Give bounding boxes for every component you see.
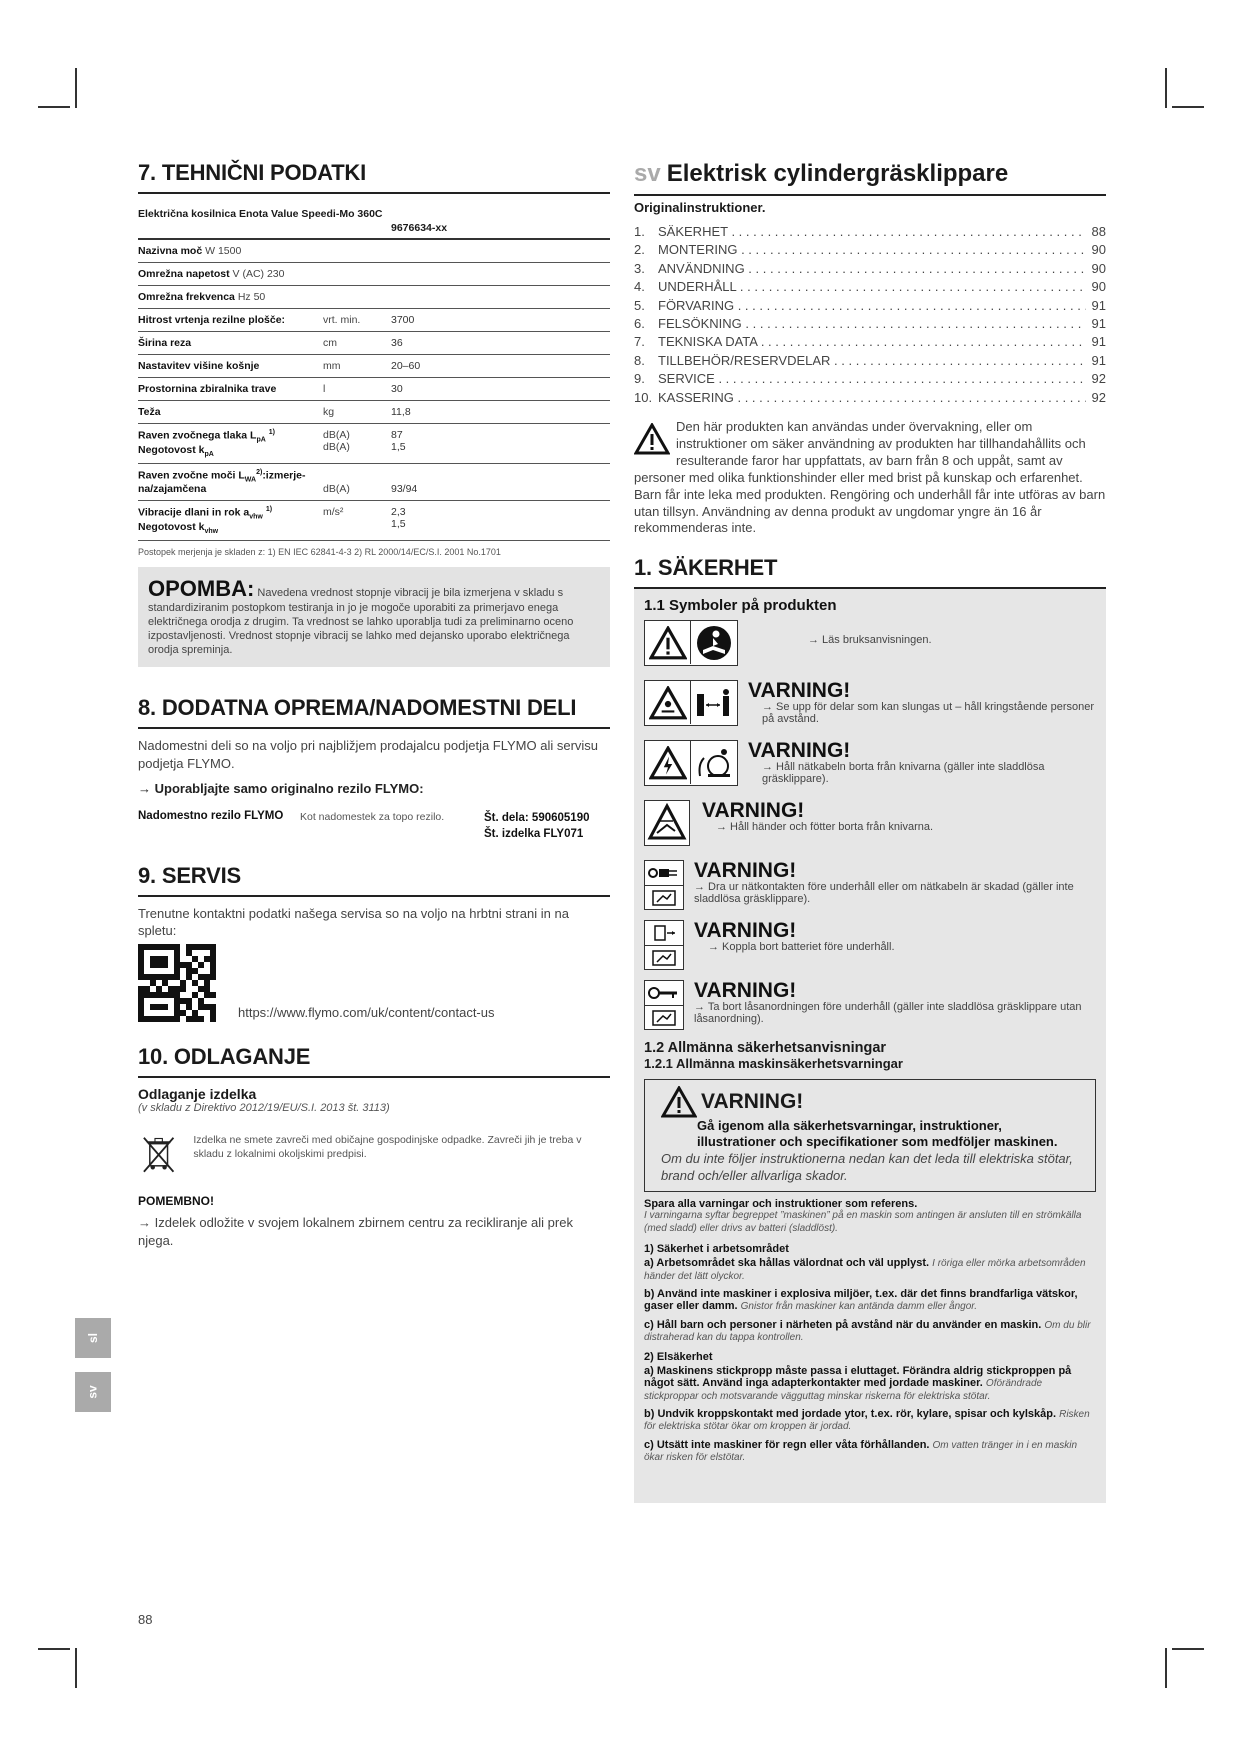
toc-item[interactable]: 1. SÄKERHET . . . 88	[634, 223, 1106, 241]
symbol-text: → Koppla bort batteriet före underhåll.	[708, 941, 895, 954]
warning-label: VARNING!	[701, 1090, 804, 1114]
symbol-row	[644, 860, 1096, 910]
toc-item[interactable]: 7. TEKNISKA DATA . . . 91	[634, 333, 1106, 351]
symbol-row	[644, 740, 1096, 790]
servis-url[interactable]: https://www.flymo.com/uk/content/contact-us	[238, 1005, 495, 1020]
thrown-objects-icon	[649, 686, 687, 720]
intro-warning: Den här produkten kan användas under övervakning, eller om instruktioner om säker användning av produkten har tillhandahållits och resulterande faror har uppfattats, av barn från 8 och uppåt, samt av personer med olika funktionshinder eller med brist på kunskap och erfarenhet. Barn får inte leka med produkten. Rengöring och underhåll får inte utföras av barn utan tillsyn. Användning av denna produkt av ungdomar yngre än 16 år rekommenderas inte.	[634, 419, 1106, 536]
manual-book-icon	[649, 1008, 679, 1028]
symbol-row	[644, 980, 1096, 1030]
qr-code[interactable]	[138, 944, 216, 1022]
spec-title: Električna kosilnica Enota Value Speedi-Mo 360C	[138, 208, 383, 220]
crop-mark	[1165, 68, 1167, 108]
table-row: Omrežna napetost V (AC) 230	[138, 263, 610, 286]
table-row: Hitrost vrtenja rezilne plošče: vrt. min. 3700	[138, 309, 610, 332]
read-manual-icon	[695, 624, 733, 662]
crop-mark	[1172, 1648, 1204, 1650]
crop-mark	[38, 106, 70, 108]
spec-table	[138, 240, 610, 541]
symbol-text: → Dra ur nätkontakten före underhåll eller om nätkabeln är skadad (gäller inte sladdlösa gräsklippare).	[694, 881, 1074, 906]
unplug-icon	[647, 863, 681, 883]
symbol-row	[644, 620, 1096, 670]
safety-heading: 1. SÄKERHET	[634, 555, 1106, 589]
crop-mark	[1172, 106, 1204, 108]
table-row: Širina reza cm 36	[138, 332, 610, 355]
toc-item[interactable]: 5. FÖRVARING . . . 91	[634, 297, 1106, 315]
warning-triangle-icon	[634, 423, 670, 455]
list-item: c) Utsätt inte maskiner för regn eller våta förhållanden. Om vatten tränger in i en maskin ökar risken för elstötar.	[644, 1438, 1078, 1464]
blade-hand-icon	[647, 803, 687, 843]
spec-note: Postopek merjenja je skladen z: 1) EN IEC 62841-4-3 2) RL 2000/14/EC/S.I. 2001 No.1701	[138, 546, 501, 557]
list-item: b) Använd inte maskiner i explosiva miljöer, t.ex. där det finns brandfarliga vätskor, gaser eller damm. Gnistor från maskiner kan antända damm eller ångor.	[644, 1287, 1078, 1313]
note-text: Navedena vrednost stopnje vibracij je bila izmerjena v skladu s standardiziranim postopkom testiranja in jo je mogoče uporabiti za primerjavo enega električnega orodja z drugim. Ta vrednost se lahko uporablja tudi za preliminarno oceno izpostavljenosti. Vrednost stopnje vibracij se lahko med dejansko uporabo električnega orodja spreminja.	[148, 586, 574, 656]
crop-mark	[1165, 1648, 1167, 1688]
crop-mark	[75, 68, 77, 108]
disposal-heading: 10. ODLAGANJE	[138, 1044, 610, 1078]
warning-italic: Om du inte följer instruktionerna nedan kan det leda till elektriska stötar, brand och/eller allvarliga skador.	[661, 1151, 1073, 1184]
electrical-heading: 2) Elsäkerhet	[644, 1351, 713, 1364]
note-box	[138, 567, 610, 668]
table-row: Nastavitev višine košnje mm 20–60	[138, 355, 610, 378]
part-row	[138, 810, 610, 843]
part-code: Št. dela: 590605190	[484, 811, 590, 824]
important-text: → Izdelek odložite v svojem lokalnem zbirnem centru za recikliranje ali prek njega.	[138, 1215, 573, 1248]
toc-item[interactable]: 6. FELSÖKNING . . . 91	[634, 315, 1106, 333]
part-desc: Kot nadomestek za topo rezilo.	[300, 810, 445, 823]
list-item: a) Arbetsområdet ska hållas välordnat och väl upplyst. I röriga eller mörka arbetsområden händer det lätt olyckor.	[644, 1257, 1086, 1282]
table-row: Raven zvočnega tlaka $L_{pA}$ $^{1)}$ Negotovost $k_{pA}$ dB(A) dB(A) 87 1,5	[138, 424, 610, 464]
battery-remove-icon	[649, 923, 679, 943]
warning-label: VARNING!	[694, 919, 797, 943]
symbol-row	[644, 920, 1096, 970]
list-item: c) Håll barn och personer i närheten på avstånd när du använder en maskin. Om du blir distraherad kan du tappa kontrollen.	[644, 1318, 1091, 1343]
symbol-row	[644, 680, 1096, 730]
toc-item[interactable]: 2. MONTERING . . . 90	[634, 241, 1106, 259]
symbol-text: → Håll nätkabeln borta från knivarna (gäller inte sladdlösa gräsklippare).	[762, 761, 1045, 786]
accessories-arrow: → Uporabljajte samo originalno rezilo FLYMO:	[138, 780, 424, 796]
manual-book-icon	[649, 948, 679, 968]
table-row: Omrežna frekvenca Hz 50	[138, 286, 610, 309]
tech-heading: 7. TEHNIČNI PODATKI	[138, 160, 610, 194]
table-row: Teža kg 11,8	[138, 401, 610, 424]
table-row: Vibracije dlani in rok $a_{vhw}$ $^{1)}$ Negotovost $k_{vhw}$ m/s² 2,3 1,5	[138, 501, 610, 541]
warning-triangle-icon	[661, 1086, 697, 1118]
toc-item[interactable]: 8. TILLBEHÖR/RESERVDELAR . . . 91	[634, 352, 1106, 370]
save-all-text: Spara alla varningar och instruktioner som referens.	[644, 1198, 918, 1211]
electric-shock-icon	[649, 746, 687, 780]
symbols-heading: 1.1 Symboler på produkten	[644, 597, 837, 615]
toc-item[interactable]: 10. KASSERING . . . 92	[634, 389, 1106, 407]
original-instructions: Originalinstruktioner.	[634, 200, 766, 215]
save-all-note: I varningarna syftar begreppet ”maskinen” på en maskin som antingen är ansluten till en strömkälla (med sladd) eller drivs av batteri (sladdlöst).	[644, 1210, 1082, 1234]
warning-bold: Gå igenom alla säkerhetsvarningar, instruktioner, illustrationer och specifikationer som medföljer maskinen.	[697, 1118, 1058, 1149]
accessories-heading: 8. DODATNA OPREMA/NADOMESTNI DELI	[138, 695, 610, 729]
part-name: Nadomestno rezilo FLYMO	[138, 809, 284, 822]
symbol-text: → Läs bruksanvisningen.	[808, 634, 932, 647]
left-column	[138, 160, 610, 1249]
toc-item[interactable]: 3. ANVÄNDNING . . . 90	[634, 260, 1106, 278]
safety-box	[634, 589, 1106, 1503]
crossed-bin-icon	[138, 1126, 179, 1182]
list-item: a) Maskinens stickpropp måste passa i eluttaget. Förändra aldrig stickproppen på något sätt. Använd inga adapterkontakter med jordade maskiner. Oförändrade stickproppar och motsvarande vägguttag minskar riskerna för elektriska stötar.	[644, 1365, 1072, 1402]
toc-item[interactable]: 9. SERVICE . . . 92	[634, 370, 1106, 388]
table-row: Raven zvočne moči $L_{WA}^{2)}:izmerje-na$/zajamčena dB(A) 93/94	[138, 463, 610, 501]
table-of-contents	[634, 223, 1106, 407]
list-item: b) Undvik kroppskontakt med jordade ytor, t.ex. rör, kylare, spisar och kylskåp. Risken för elektriska stötar ökar om kroppen är jordad.	[644, 1408, 1090, 1433]
disposal-text: Izdelka ne smete zavreči med običajne gospodinjske odpadke. Zavreči jih je treba v skladu z lokalnimi okoljskimi predpisi.	[193, 1134, 582, 1160]
warning-label: VARNING!	[748, 739, 851, 763]
disposal-directive: (v skladu z Direktivo 2012/19/EU/S.I. 2013 št. 3113)	[138, 1102, 390, 1114]
cable-blade-icon	[694, 744, 734, 782]
important-label: POMEMBNO!	[138, 1194, 214, 1208]
general-heading: 1.2 Allmänna säkerhetsanvisningar	[644, 1040, 887, 1057]
right-column	[634, 160, 1106, 1503]
workarea-heading: 1) Säkerhet i arbetsområdet	[644, 1243, 789, 1256]
manual-book-icon	[649, 888, 679, 908]
warning-label: VARNING!	[694, 859, 797, 883]
symbol-text: → Ta bort låsanordningen före underhåll (gäller inte sladdlösa gräsklippare utan låsanordning).	[694, 1001, 1082, 1026]
page-title: sv Elektrisk cylindergräsklippare	[634, 160, 1106, 196]
warning-label: VARNING!	[702, 799, 805, 823]
note-head: OPOMBA:	[148, 575, 255, 601]
crop-mark	[38, 1648, 70, 1650]
machine-heading: 1.2.1 Allmänna maskinsäkerhetsvarningar	[644, 1056, 903, 1072]
symbol-text: → Håll händer och fötter borta från knivarna.	[716, 821, 934, 834]
warning-label: VARNING!	[694, 979, 797, 1003]
spec-model: 9676634-xx	[138, 222, 610, 240]
servis-heading: 9. SERVIS	[138, 863, 610, 897]
toc-item[interactable]: 4. UNDERHÅLL . . . 90	[634, 278, 1106, 296]
key-remove-icon	[647, 983, 681, 1003]
language-tab-sv[interactable]: sv	[75, 1372, 111, 1412]
crop-mark	[75, 1648, 77, 1688]
warning-triangle-icon	[649, 626, 687, 660]
keep-distance-icon	[694, 684, 734, 722]
warning-frame	[644, 1079, 1096, 1192]
table-row: Nazivna moč W 1500	[138, 240, 610, 263]
warning-label: VARNING!	[748, 679, 851, 703]
servis-text: Trenutne kontaktni podatki našega servisa so na voljo na hrbtni strani in na spletu:	[138, 905, 569, 939]
accessories-text: Nadomestni deli so na voljo pri najbližjem prodajalcu podjetja FLYMO ali servisu podjetja FLYMO.	[138, 738, 599, 772]
symbol-text: → Se upp för delar som kan slungas ut – håll kringstående personer på avstånd.	[762, 701, 1095, 726]
language-tab-sl[interactable]: sl	[75, 1318, 111, 1358]
symbol-row	[644, 800, 1096, 850]
table-row: Prostornina zbiralnika trave l 30	[138, 378, 610, 401]
disposal-subtitle: Odlaganje izdelka	[138, 1086, 257, 1102]
part-code: Št. izdelka FLY071	[484, 828, 584, 841]
page-number: 88	[138, 1612, 153, 1627]
